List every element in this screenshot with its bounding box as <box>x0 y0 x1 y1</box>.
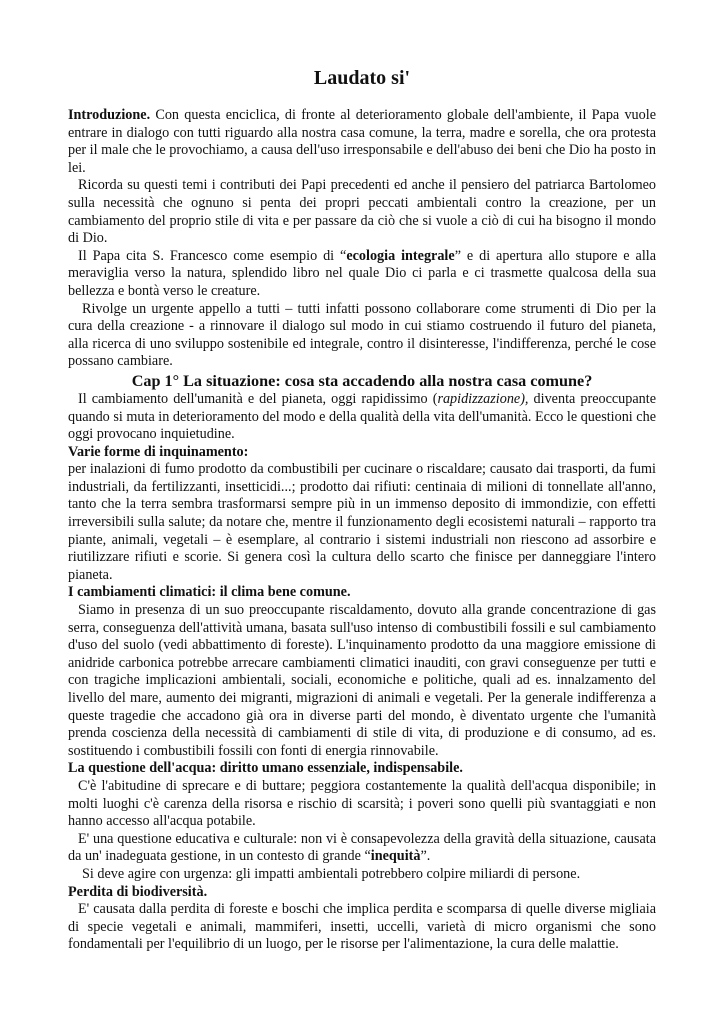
ecologia-integrale-term: ecologia integrale <box>346 247 455 264</box>
section-text-acqua-3: Si deve agire con urgenza: gli impatti ambientali potrebbero colpire miliardi di persone. <box>82 865 581 882</box>
chapter-1-heading: Cap 1° La situazione: cosa sta accadendo alla nostra casa comune? <box>131 371 593 390</box>
section-text-biodiversita: E' causata dalla perdita di foreste e boschi che implica perdita e scomparsa di quelle diverse migliaia di specie vegetali e animali, mammiferi, insetti, uccelli, varietà di micro organismi che sono fondamentali per l'equilibrio di un luogo, per le risorse per l'alimentazione, la cura delle malattie. <box>68 901 656 953</box>
intro-text: Con questa enciclica, di fronte al deterioramento globale dell'ambiente, il Papa vuole entrare in dialogo con tutti riguardo alla nostra casa comune, la terra, madre e sorella, che ora protesta per il male che le provochiamo, a causa dell'uso irresponsabile e dell'abuso dei beni che Dio ha posto in lei. <box>68 107 656 176</box>
paragraph-francesco <box>68 248 656 301</box>
section-heading-biodiversita: Perdita di biodiversità. <box>68 883 208 900</box>
intro-label: Introduzione. <box>68 107 151 123</box>
document-page <box>68 66 656 954</box>
paragraph-cambiamento-after: diventa preoccupante quando si muta in deterioramento del modo e della qualità della vita dell'umanità. Ecco le questioni che oggi provocano inquietudine. <box>68 390 656 443</box>
document-title: Laudato si' <box>313 67 411 89</box>
section-text-acqua-1: C'è l'abitudine di sprecare e di buttare; peggiora costantemente la qualità dell'acqua disponibile; in molti luoghi c'è carenza della risorsa e rischio di scarsità; i poveri sono quelli più svantaggiati e non hanno accesso all'acqua potabile. <box>68 777 656 830</box>
paragraph-ricorda: Ricorda su questi temi i contributi dei Papi precedenti ed anche il pensiero del patriarca Bartolomeo sulla necessità che ognuno si penta dei propri peccati ambientali contro la creazione, per un cambiamento del proprio stile di vita e per passare da ciò che si vuole a ciò di cui ha bisogno il mondo di Dio. <box>68 177 656 247</box>
section-text-clima: Siamo in presenza di un suo preoccupante riscaldamento, dovuto alla grande concentrazione di gas serra, conseguenza dell'attività umana, basata sull'uso intenso di combustibili fossili e sul cambiamento d'uso del suolo (vedi abbattimento di foreste). L'inquinamento prodotto da una maggiore emissione di anidride carbonica potrebbe arrecare cambiamenti climatici inauditi, con gravi conseguenze per tutti e con tragiche implicazioni ambientali, sociali, economiche e politiche, quali ad es. innalzamento del livello del mare, aumento dei migranti, migrazioni di animali e vegetali. Per la generale indifferenza a queste tragedie che accadono già ora in diverse parti del mondo, è diventato urgente che l'umanità prenda coscienza della necessità di cambiamenti di stile di vita, di produzione e di consumo, ad es. sostituendo i combustibili fossili con fonti di energia rinnovabile. <box>68 602 656 759</box>
rapidizzazione-term: rapidizzazione), <box>437 390 529 407</box>
section-text-acqua-2-before: E' una questione educativa e culturale: non vi è consapevolezza della gravità della situazione, causata da un' inadeguata gestione, in un contesto di grande “ <box>68 830 656 865</box>
inequita-term: inequità <box>370 848 421 865</box>
paragraph-cambiamento <box>68 391 656 444</box>
section-text-acqua-2 <box>68 831 656 866</box>
paragraph-francesco-before: Il Papa cita S. Francesco come esempio di “ <box>78 247 347 264</box>
section-heading-inquinamento: Varie forme di inquinamento: <box>68 443 249 460</box>
section-text-acqua-2-after: ”. <box>420 848 431 865</box>
section-heading-clima: I cambiamenti climatici: il clima bene comune. <box>68 584 351 601</box>
intro-paragraph <box>68 107 656 177</box>
section-heading-acqua: La questione dell'acqua: diritto umano essenziale, indispensabile. <box>68 760 463 777</box>
paragraph-appello: Rivolge un urgente appello a tutti – tutti infatti possono collaborare come strumenti di Dio per la cura della creazione - a rinnovare il dialogo sul modo in cui stiamo costruendo il futuro del pianeta, alla ricerca di uno sviluppo sostenibile ed integrale, contro il disinteresse, l'indifferenza, perché le cose possano cambiare. <box>68 300 656 370</box>
section-text-inquinamento: per inalazioni di fumo prodotto da combustibili per cucinare o riscaldare; causato dai trasporti, da fumi industriali, da fertilizzanti, insetticidi...; prodotto dai rifiuti: centinaia di milioni di tonnellate all'anno, tanto che la terra sembra trasformarsi sempre più in un immenso deposito di immondizie, con effetti irreversibili sulla salute; da notare che, mentre il funzionamento degli ecosistemi naturali – rapporto tra piante, animali, vegetali – è esemplare, al contrario i sistemi industriali non riescono ad assorbire e riutilizzare rifiuti e scorie. Si genera così la cultura dello scarto che finisce per danneggiare l'intero pianeta. <box>68 461 656 583</box>
paragraph-cambiamento-before: Il cambiamento dell'umanità e del pianeta, oggi rapidissimo ( <box>78 390 438 407</box>
paragraph-francesco-after: ” e di apertura allo stupore e alla meraviglia verso la natura, splendido libro nel quale Dio ci parla e ci trasmette qualcosa della sua bellezza e bontà verso le creature. <box>68 247 657 299</box>
